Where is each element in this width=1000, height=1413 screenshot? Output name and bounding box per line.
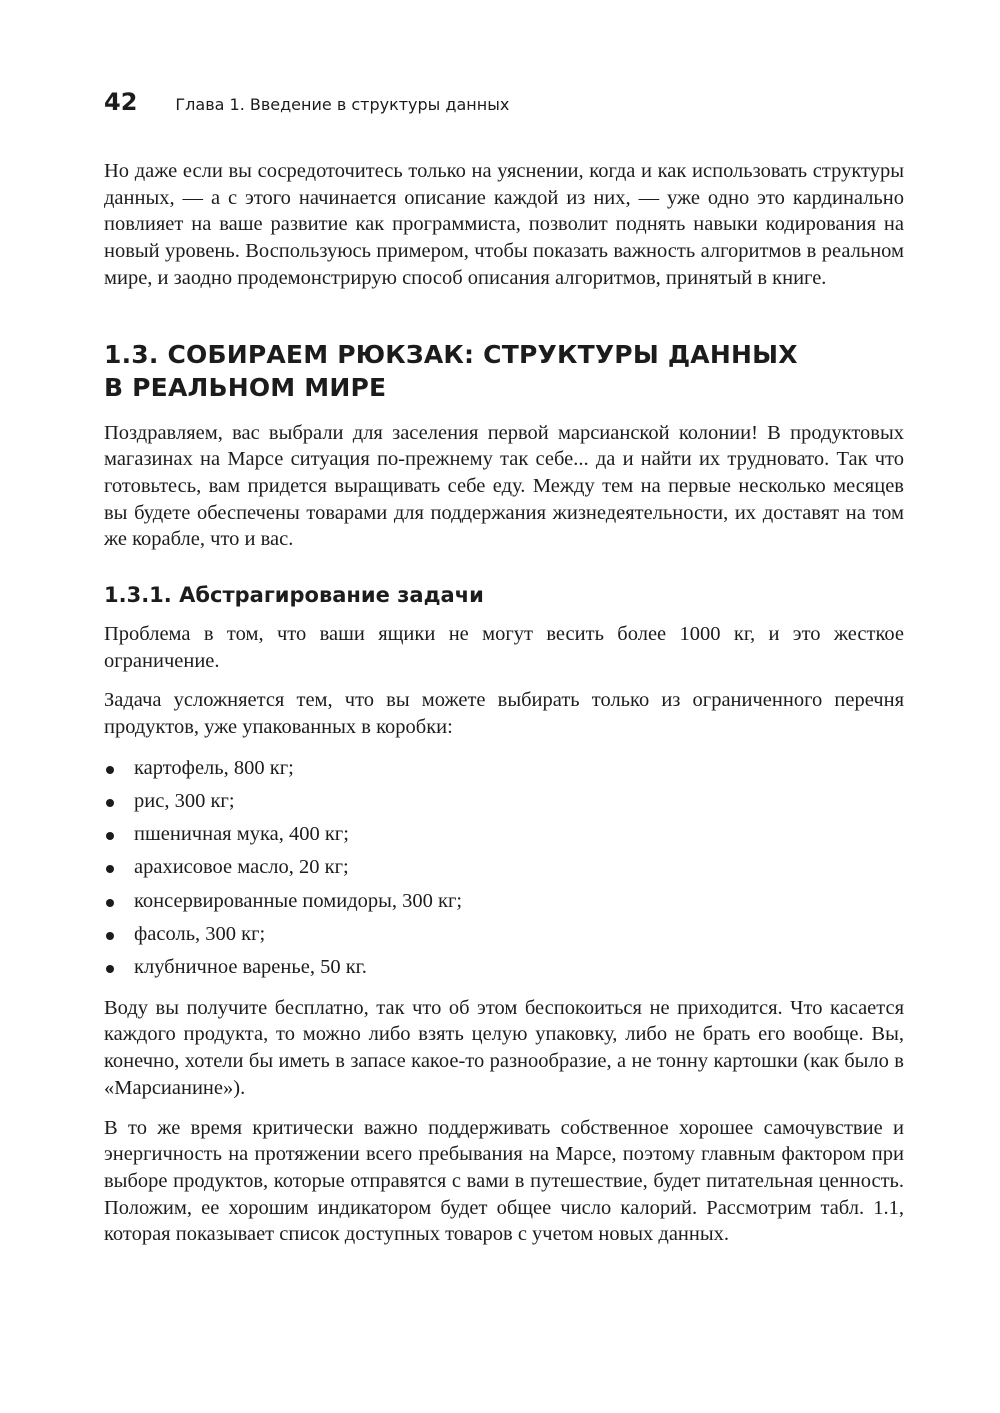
list-item (104, 954, 904, 981)
section-heading (104, 338, 904, 404)
bullet-icon (106, 965, 114, 973)
list-item (104, 888, 904, 915)
section-heading-line1: 1.3. СОБИРАЕМ РЮКЗАК: СТРУКТУРЫ ДАННЫХ (104, 339, 798, 369)
list-item (104, 821, 904, 848)
bullet-icon (106, 832, 114, 840)
product-list (104, 755, 904, 981)
bullet-icon (106, 865, 114, 873)
subsection-paragraph-4: В то же время критически важно поддерживать собственное хорошее самочувствие и энергичность на протяжении всего пребывания на Марсе, поэтому главным фактором при выборе продуктов, которые отправятся с вами в путешествие, будет питательная ценность. Положим, ее хорошим индикатором будет общее число калорий. Рассмотрим табл. 1.1, которая показывает список доступных товаров с учетом новых данных. (104, 1116, 904, 1246)
page-number: 42 (104, 88, 138, 116)
list-item-text: рис, 300 кг; (134, 790, 235, 813)
subsection-paragraph-1: Проблема в том, что ваши ящики не могут весить более 1000 кг, и это жесткое ограничение. (104, 623, 904, 672)
bullet-icon (106, 899, 114, 907)
list-item (104, 788, 904, 815)
list-item-text: арахисовое масло, 20 кг; (134, 856, 349, 879)
list-item-text: пшеничная мука, 400 кг; (134, 823, 349, 846)
list-item (104, 854, 904, 881)
list-item-text: консервированные помидоры, 300 кг; (134, 889, 463, 912)
running-head (104, 88, 904, 116)
list-item-text: клубничное варенье, 50 кг. (134, 956, 367, 979)
section-paragraph: Поздравляем, вас выбрали для заселения первой марсианской колонии! В продуктовых магазинах на Марсе ситуация по-прежнему так себе... да и найти их трудновато. Так что готовьтесь, вам придется выращивать себе еду. Между тем на первые несколько месяцев вы будете обеспечены товарами для поддержания жизнедеятельности, их доставят на том же корабле, что и вас. (104, 421, 904, 551)
list-item (104, 755, 904, 782)
bullet-icon (106, 766, 114, 774)
list-item (104, 921, 904, 948)
list-item-text: картофель, 800 кг; (134, 756, 294, 779)
book-page (104, 88, 904, 1248)
bullet-icon (106, 932, 114, 940)
subsection-paragraph-2: Задача усложняется тем, что вы можете выбирать только из ограниченного перечня продуктов, уже упакованных в коробки: (104, 689, 904, 739)
bullet-icon (106, 799, 114, 807)
subsection-heading: 1.3.1. Абстрагирование задачи (104, 583, 484, 608)
section-heading-line2: В РЕАЛЬНОМ МИРЕ (104, 372, 387, 402)
chapter-title: Глава 1. Введение в структуры данных (175, 95, 510, 114)
list-item-text: фасоль, 300 кг; (134, 922, 266, 945)
intro-paragraph: Но даже если вы сосредоточитесь только на уяснении, когда и как использовать структуры данных, — а с этого начинается описание каждой из них, — уже одно это кардинально повлияет на ваше развитие как программиста, позволит поднять навыки кодирования на новый уровень. Воспользуюсь примером, чтобы показать важность алгоритмов в реальном мире, и заодно продемонстрирую способ описания алгоритмов, принятый в книге. (104, 160, 904, 289)
subsection-paragraph-3: Воду вы получите бесплатно, так что об этом беспокоиться не приходится. Что касается каждого продукта, то можно либо взять целую упаковку, либо не брать его вообще. Вы, конечно, хотели бы иметь в запасе какое-то разнообразие, а не тонну картошки (как было в «Марсианине»). (104, 996, 904, 1099)
